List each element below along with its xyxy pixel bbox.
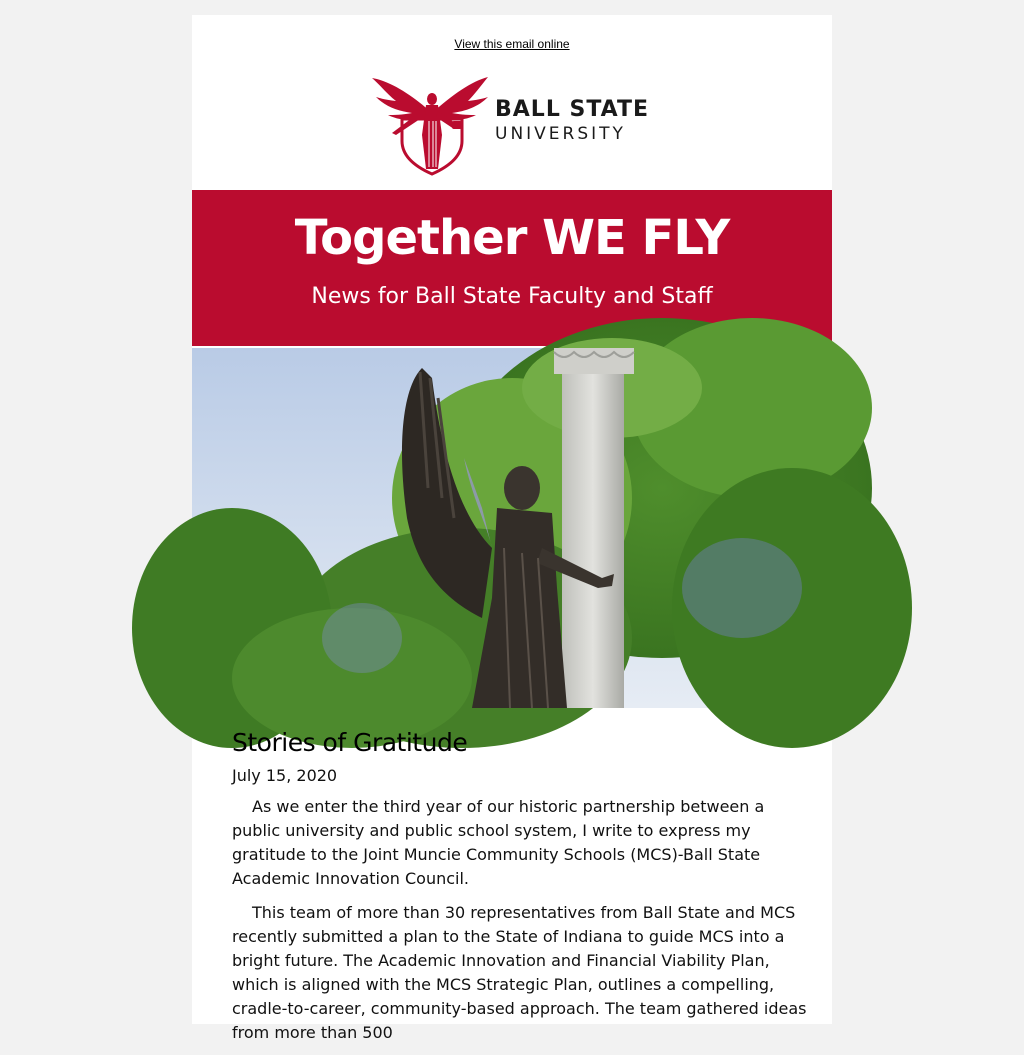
logo-line2: UNIVERSITY bbox=[495, 124, 626, 144]
banner-subtitle: News for Ball State Faculty and Staff bbox=[311, 284, 713, 309]
banner-title: Together WE FLY bbox=[294, 210, 730, 266]
logo-wordmark bbox=[495, 99, 649, 143]
hero-image[interactable] bbox=[192, 348, 832, 708]
article-date: July 15, 2020 bbox=[232, 765, 338, 785]
article-paragraph: As we enter the third year of our historic partnership between a public university and public school system, I write to express my gratitude to the Joint Muncie Community Schools (MCS)-Ball State Academic Innovation Council. bbox=[232, 796, 765, 888]
logo-line1: BALL STATE bbox=[495, 97, 649, 122]
ball-state-logo[interactable] bbox=[372, 75, 672, 175]
beneficence-shield-icon bbox=[372, 75, 492, 175]
beneficence-statue-photo bbox=[192, 348, 832, 708]
article bbox=[232, 727, 810, 1055]
article-paragraph: This team of more than 30 representatives from Ball State and MCS recently submitted a plan to the State of Indiana to guide MCS into a bright future. The Academic Innovation and Financial Viability Plan, which is aligned with the MCS Strategic Plan, outlines a compelling, cradle-to-career, community-based approach. The team gathered ideas from more than 500 bbox=[232, 902, 807, 1042]
view-online-link[interactable]: View this email online bbox=[454, 37, 570, 51]
article-title: Stories of Gratitude bbox=[232, 728, 468, 757]
email-container bbox=[192, 15, 832, 1042]
